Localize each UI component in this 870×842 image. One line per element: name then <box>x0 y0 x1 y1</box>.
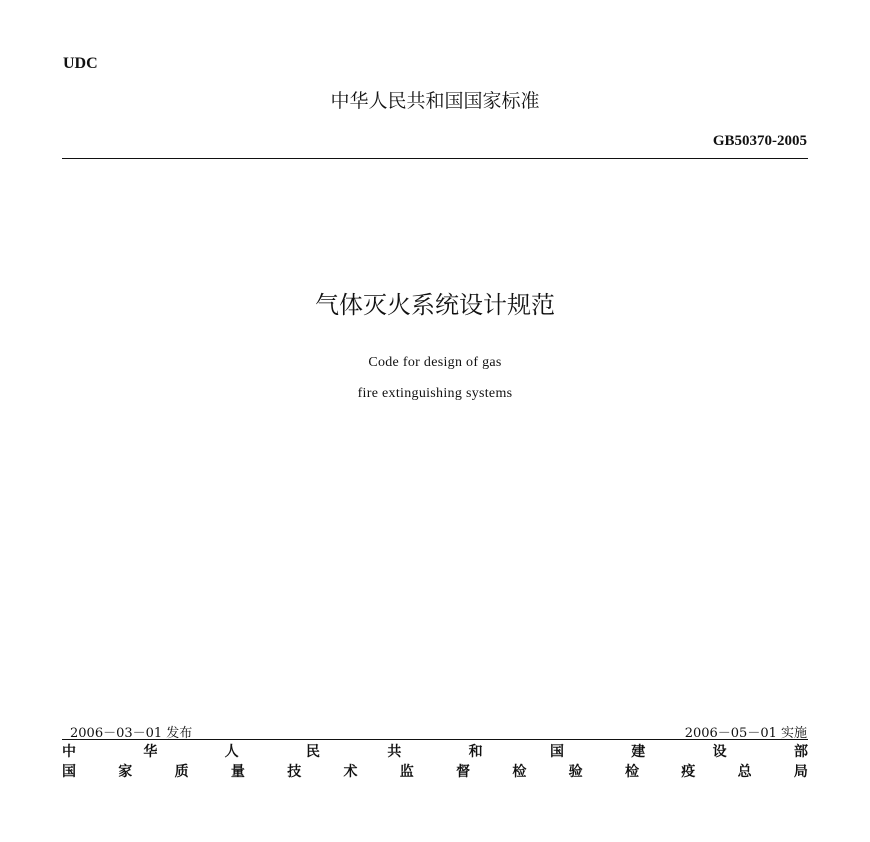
issuer-char: 家 <box>118 764 133 780</box>
document-title-english-line1: Code for design of gas <box>368 355 502 370</box>
bottom-divider <box>62 739 808 740</box>
top-divider <box>62 158 808 159</box>
issuer-char: 疫 <box>681 764 696 780</box>
issuer-char: 共 <box>387 744 402 760</box>
issuer-char: 技 <box>287 764 302 780</box>
issuer-char: 人 <box>224 744 239 760</box>
issuer-char: 检 <box>512 764 527 780</box>
document-title-chinese: 气体灭火系统设计规范 <box>315 291 555 319</box>
issuer-quality-inspection <box>62 761 808 781</box>
issuer-char: 民 <box>305 744 320 760</box>
document-title-english-line2: fire extinguishing systems <box>357 386 513 401</box>
issuer-char: 量 <box>230 764 245 780</box>
issuer-char: 部 <box>793 744 808 760</box>
issuer-char: 国 <box>62 764 76 780</box>
issuer-char: 检 <box>624 764 639 780</box>
standard-type-heading: 中华人民共和国国家标准 <box>330 90 540 112</box>
issuer-char: 设 <box>712 744 727 760</box>
issuer-char: 督 <box>456 764 471 780</box>
standard-number: GB50370-2005 <box>712 133 807 149</box>
issuer-char: 总 <box>737 764 752 780</box>
issuer-char: 质 <box>174 764 189 780</box>
issuer-char: 中 <box>62 744 76 760</box>
issuer-char: 建 <box>631 744 646 760</box>
udc-label: UDC <box>63 55 98 72</box>
issuer-char: 局 <box>793 764 808 780</box>
issuer-char: 术 <box>343 764 358 780</box>
issuer-char: 验 <box>568 764 583 780</box>
issuer-ministry-construction <box>62 741 808 761</box>
issue-date: 2006－03－01 发布 <box>70 726 193 741</box>
implementation-date: 2006－05－01 实施 <box>684 726 807 741</box>
issuer-char: 监 <box>399 764 414 780</box>
issuer-char: 华 <box>143 744 158 760</box>
issuer-char: 国 <box>549 744 564 760</box>
issuer-char: 和 <box>468 744 483 760</box>
